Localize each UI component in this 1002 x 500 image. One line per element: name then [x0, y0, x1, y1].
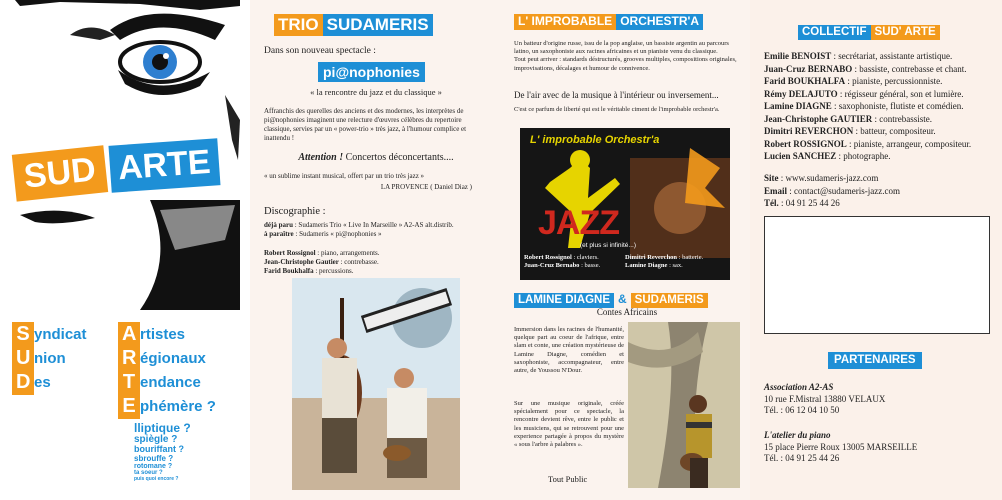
member-name: Lucien SANCHEZ: [764, 151, 837, 161]
panel-trio: [250, 0, 500, 500]
contes-title: Contes Africains: [596, 307, 658, 317]
panel-cover: [0, 0, 250, 500]
acronym-letter: U: [12, 346, 34, 371]
collectif-members: [764, 50, 1000, 163]
credit-name: Dimitri Reverchon: [625, 254, 678, 261]
show-subtitle: « la rencontre du jazz et du classique »: [310, 87, 442, 97]
logo: [12, 145, 108, 201]
lamine-title-amp: &: [618, 292, 627, 306]
credit-role: : sax.: [669, 262, 683, 269]
poster-credits: [524, 254, 726, 270]
orchestra-headline: De l'air avec de la musique à l'intérieur ou inversement...: [514, 90, 719, 100]
credit: [524, 254, 625, 262]
question: rotomane ?: [134, 462, 173, 470]
member-name: Robert Rossignol: [264, 249, 316, 257]
member-name: Jean-Christophe Gautier: [264, 258, 339, 266]
orchestra-body: Un batteur d'origine russe, issu de la pop anglaise, un bassiste argentin au parcours latino, un saxophoniste aux racines africaines et un pianiste venu du classique. Tout peut arriver : standards déstructurés, grooves multiples, compositions originales, improvisations, décalages et humour de connivence.: [514, 40, 737, 72]
member-role: : batteur, compositeur.: [855, 126, 936, 136]
orchestra-title: [514, 12, 703, 30]
acronym-word: nion: [34, 349, 66, 367]
member-name: Robert ROSSIGNOL: [764, 138, 847, 149]
collectif-title-a: COLLECTIF: [798, 25, 871, 40]
show-title: pi@nophonies: [318, 62, 425, 82]
show-title-wrap: [318, 62, 425, 82]
collectif-title-b: SUD' ARTE: [871, 25, 940, 40]
member: [764, 50, 1000, 63]
partner-tel: Tél. : 06 12 04 10 50: [764, 405, 840, 415]
press-quote: « un sublime instant musical, offert par un trio très jazz »: [264, 172, 425, 180]
partners-title: PARTENAIRES: [828, 352, 922, 369]
questions-list: [134, 422, 191, 482]
acronym-block-2: [118, 322, 216, 418]
disco-item: [264, 221, 490, 230]
member-name: Jean-Christophe GAUTIER: [764, 113, 873, 124]
acronym-letter: A: [118, 322, 140, 347]
credit-role: : basse.: [581, 262, 601, 269]
collectif-title: [798, 22, 940, 40]
member: [264, 258, 490, 267]
partner-name: L'atelier du piano: [764, 430, 831, 440]
member-role: : saxophoniste, flutiste et comédien.: [834, 101, 964, 111]
question: ta soeur ?: [134, 470, 163, 477]
site-link[interactable]: : www.sudameris-jazz.com: [780, 173, 879, 183]
member-role: : pianiste, arrangeur, compositeur.: [849, 138, 972, 149]
acronym-letter: E: [118, 394, 140, 419]
acronym-letter: D: [12, 370, 34, 395]
trio-title: [274, 14, 433, 36]
lamine-title-b: SUDAMERIS: [631, 293, 708, 308]
acronym-word: yndicat: [34, 325, 87, 343]
attention-line: [264, 152, 488, 163]
member-name: Dimitri REVERCHON: [764, 126, 854, 136]
orchestra-title-b: ORCHESTR'A: [616, 14, 703, 30]
partner-1: [764, 382, 1000, 417]
member-role: : percussions.: [315, 267, 354, 275]
contes-body-2: Sur une musique originale, créée spécialement pour ce spectacle, la rencontre devient rêve, entre le public et les musiciens, qui se retrouvent pour une experience partagée à propos du mystère « sous l'arbre à palabres ».: [514, 400, 624, 449]
credit: [625, 262, 726, 270]
credit: [625, 254, 726, 262]
disco-text: : Sudameris « pi@nophonies »: [295, 230, 382, 238]
tout-public: Tout Public: [548, 474, 588, 484]
disco-item: [264, 230, 490, 239]
partner-tel: Tél. : 04 91 25 44 26: [764, 453, 840, 463]
contact-tel: [764, 197, 1000, 210]
member-role: : contrebasse.: [340, 258, 379, 266]
contact-block: [764, 172, 1000, 210]
contact-label: Site: [764, 173, 779, 183]
intro-text: Dans son nouveau spectacle :: [264, 46, 376, 56]
acronym-letter: T: [118, 370, 140, 395]
credit-role: : batterie.: [678, 254, 704, 261]
member-role: : secrétariat, assistante artistique.: [833, 51, 953, 61]
member-role: : contrebassiste.: [874, 113, 933, 124]
member: [764, 150, 1000, 163]
orchestra-title-a: L' IMPROBABLE: [514, 14, 616, 30]
partners-title-wrap: [828, 350, 922, 369]
trio-photo: [292, 278, 460, 490]
partner-2: [764, 430, 1000, 465]
member: [764, 63, 1000, 76]
poster-jazz: JAZZ: [538, 204, 619, 242]
member: [264, 249, 490, 258]
panel-orchestra: [500, 0, 750, 500]
question: spiègle ?: [134, 433, 178, 445]
lamine-title: [514, 290, 708, 308]
trio-title-b: SUDAMERIS: [323, 14, 433, 36]
trio-body: Affranchis des querelles des anciens et des modernes, les interprètes de pi@nophonies imaginent une relecture d'œuvres célèbres du repertoire classique, servies par un « power-trio » très jazz, à l'humour complice et inattendu !: [264, 107, 467, 142]
member: [764, 88, 1000, 101]
member-name: Rémy DELAJUTO: [764, 88, 838, 99]
member-name: Farid BOUKHALFA: [764, 76, 846, 86]
member: [764, 100, 1000, 113]
orchestra-poster: [520, 128, 730, 280]
poster-title: L' improbable Orchestr'a: [530, 134, 660, 146]
acronym-block-1: [12, 322, 87, 394]
partner-address: 10 rue F.Mistral 13880 VELAUX: [764, 393, 886, 404]
logo-sud: SUD: [12, 145, 108, 201]
disco-label: à paraître: [264, 230, 294, 238]
credit-name: Juan-Cruz Bernabo: [524, 262, 580, 269]
discography: [264, 221, 490, 239]
contes-body-1: Immersion dans les racines de l'humanité, quelque part au coeur de l'afrique, entre slam et conte, une création mystérieuse de Lamine Diagne, comédien et saxophoniste, accompagnateur, entre autre, de Youssou N'Dour.: [514, 326, 624, 375]
disco-label: déjà paru: [264, 221, 293, 229]
panel-collectif: [750, 0, 1002, 500]
member-role: : bassiste, contrebasse et chant.: [854, 63, 967, 74]
question: puis quoi encore ?: [134, 475, 179, 482]
question: lliptique ?: [134, 421, 191, 435]
member-role: : régisseur général, son et lumière.: [839, 88, 964, 99]
email-link[interactable]: : contact@sudameris-jazz.com: [789, 185, 901, 196]
member-name: Emilie BENOIST: [764, 51, 832, 61]
credit-role: : claviers.: [573, 254, 599, 261]
member: [764, 125, 1000, 138]
attention-label: Attention !: [298, 152, 344, 163]
orchestra-tagline: C'est ce parfum de liberté qui est le véritable ciment de l'improbable orchestr'a.: [514, 106, 720, 113]
contact-label: Tél.: [764, 198, 779, 208]
member-name: Farid Boukhalfa: [264, 267, 314, 275]
member-role: : pianiste, percussionniste.: [847, 76, 943, 86]
member-name: Lamine DIAGNE: [764, 101, 832, 111]
member-name: Juan-Cruz BERNABO: [764, 63, 853, 74]
partner-name: Association A2-AS: [764, 382, 834, 392]
contact-email: [764, 185, 1000, 198]
member: [264, 267, 490, 276]
contact-label: Email: [764, 185, 788, 196]
acronym-word: égionaux: [140, 349, 206, 367]
address-box: [764, 216, 990, 334]
member: [764, 113, 1000, 126]
contact-site: [764, 172, 1000, 185]
disco-text: : Sudameris Trio « Live In Marseille » A2-AS alt.distrib.: [294, 221, 454, 229]
partner-address: 15 place Pierre Roux 13005 MARSEILLE: [764, 441, 918, 452]
tel-text: : 04 91 25 44 26: [781, 198, 840, 208]
member-role: : piano, arrangements.: [317, 249, 380, 257]
lamine-photo: [628, 322, 740, 488]
acronym-word: rtistes: [140, 325, 186, 343]
acronym-letter: R: [118, 346, 140, 371]
attention-text: Concertos déconcertants....: [345, 152, 454, 163]
trio-members: [264, 249, 490, 276]
poster-subtitle: (et plus si infinité...): [580, 242, 636, 249]
lamine-title-a: LAMINE DIAGNE: [514, 293, 614, 308]
logo-arte-wrap: [108, 138, 220, 193]
member: [764, 138, 1000, 151]
acronym-letter: S: [12, 322, 34, 347]
logo-arte: ARTE: [108, 138, 220, 193]
credit: [524, 262, 625, 270]
acronym-word: es: [34, 373, 51, 391]
credit-name: Lamine Diagne: [625, 262, 668, 269]
question: sbrouffe ?: [134, 453, 174, 463]
press-source: LA PROVENCE ( Daniel Diaz ): [380, 183, 472, 191]
credit-name: Robert Rossignol: [524, 254, 572, 261]
question: bouriffant ?: [134, 444, 184, 455]
acronym-word: endance: [140, 373, 201, 391]
trio-title-a: TRIO: [274, 14, 323, 36]
disco-title: Discographie :: [264, 206, 326, 217]
member-role: : photographe.: [838, 151, 891, 161]
acronym-word: phémère ?: [140, 397, 216, 415]
member: [764, 75, 1000, 88]
